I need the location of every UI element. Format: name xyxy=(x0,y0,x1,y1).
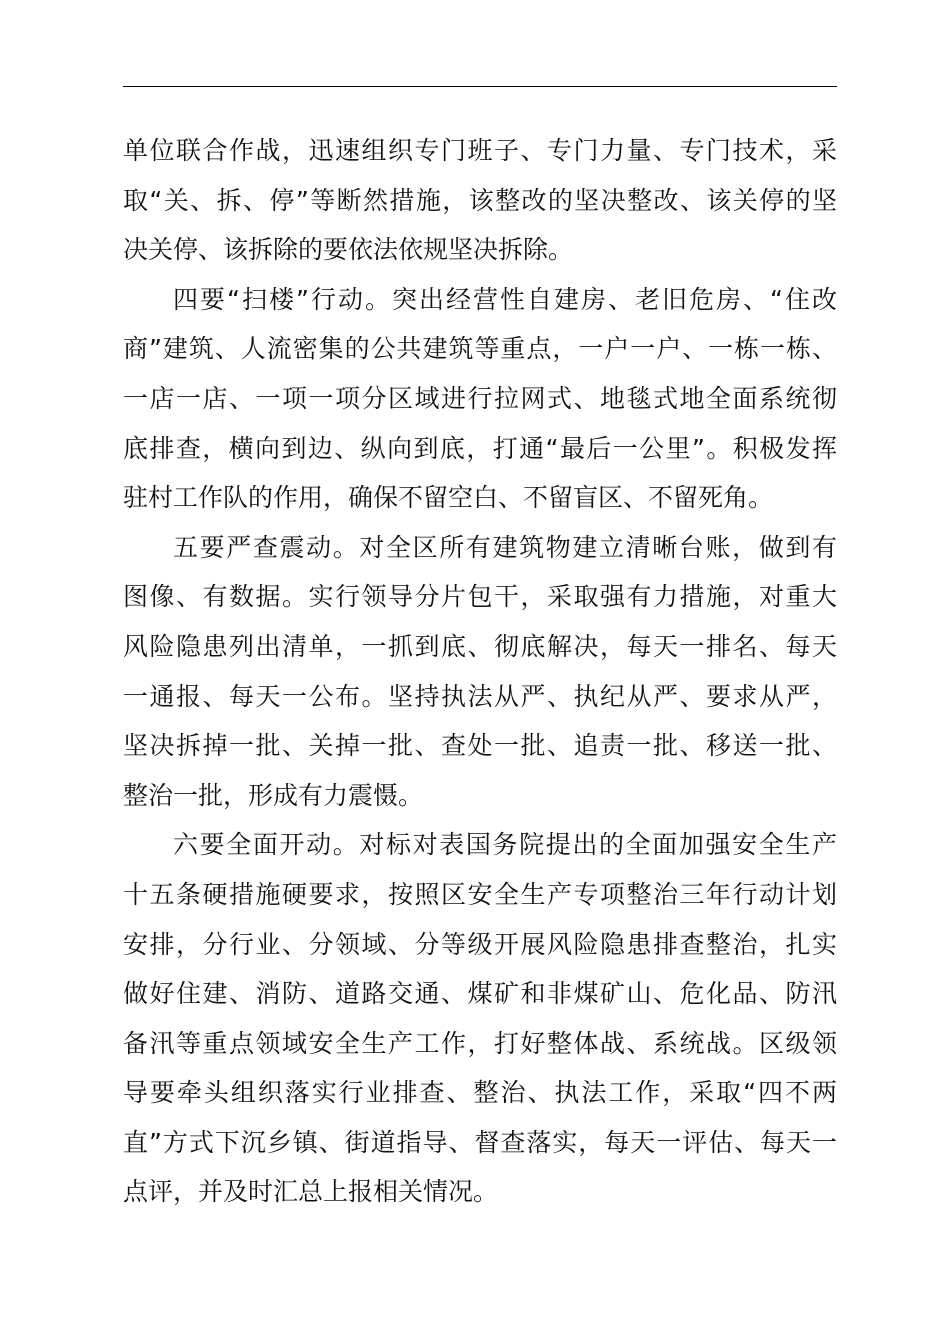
text-line: 商”建筑、人流密集的公共建筑等重点，一户一户、一栋一栋、 xyxy=(123,334,837,364)
text-line: 点评，并及时汇总上报相关情况。 xyxy=(123,1177,499,1207)
document-body xyxy=(123,126,837,1217)
paragraph-first-line: 五要严查震动。对全区所有建筑物建立清晰台账，做到有 xyxy=(173,532,837,562)
text-line: 备汛等重点领域安全生产工作，打好整体战、系统战。区级领 xyxy=(123,1028,837,1058)
text-line: 图像、有数据。实行领导分片包干，采取强有力措施，对重大 xyxy=(123,582,837,612)
paragraph-first-line: 四要“扫楼”行动。突出经营性自建房、老旧危房、“住改 xyxy=(173,284,837,314)
text-line: 单位联合作战，迅速组织专门班子、专门力量、专门技术，采 xyxy=(123,136,837,165)
text-line: 坚决拆掉一批、关掉一批、查处一批、追责一批、移送一批、 xyxy=(123,731,837,761)
text-line: 底排查，横向到边、纵向到底，打通“最后一公里”。积极发挥 xyxy=(123,433,837,463)
text-line: 导要牵头组织落实行业排查、整治、执法工作，采取“四不两 xyxy=(123,1078,837,1108)
text-line: 决关停、该拆除的要依法依规坚决拆除。 xyxy=(123,235,574,265)
text-line: 驻村工作队的作用，确保不留空白、不留盲区、不留死角。 xyxy=(123,483,774,513)
text-line: 安排，分行业、分领域、分等级开展风险隐患排查整治，扎实 xyxy=(123,929,837,959)
text-line: 做好住建、消防、道路交通、煤矿和非煤矿山、危化品、防汛 xyxy=(123,979,837,1009)
text-line: 一店一店、一项一项分区域进行拉网式、地毯式地全面系统彻 xyxy=(123,383,837,413)
paragraph-first-line: 六要全面开动。对标对表国务院提出的全面加强安全生产 xyxy=(173,830,837,860)
text-line: 一通报、每天一公布。坚持执法从严、执纪从严、要求从严， xyxy=(123,681,837,711)
header-rule xyxy=(123,86,837,87)
text-line: 风险隐患列出清单，一抓到底、彻底解决，每天一排名、每天 xyxy=(123,631,837,661)
text-line: 直”方式下沉乡镇、街道指导、督查落实，每天一评估、每天一 xyxy=(123,1127,837,1157)
text-line: 十五条硬措施硬要求，按照区安全生产专项整治三年行动计划 xyxy=(123,879,837,909)
text-line: 取“关、拆、停”等断然措施，该整改的坚决整改、该关停的坚 xyxy=(123,185,837,215)
text-line: 整治一批，形成有力震慑。 xyxy=(123,780,424,810)
